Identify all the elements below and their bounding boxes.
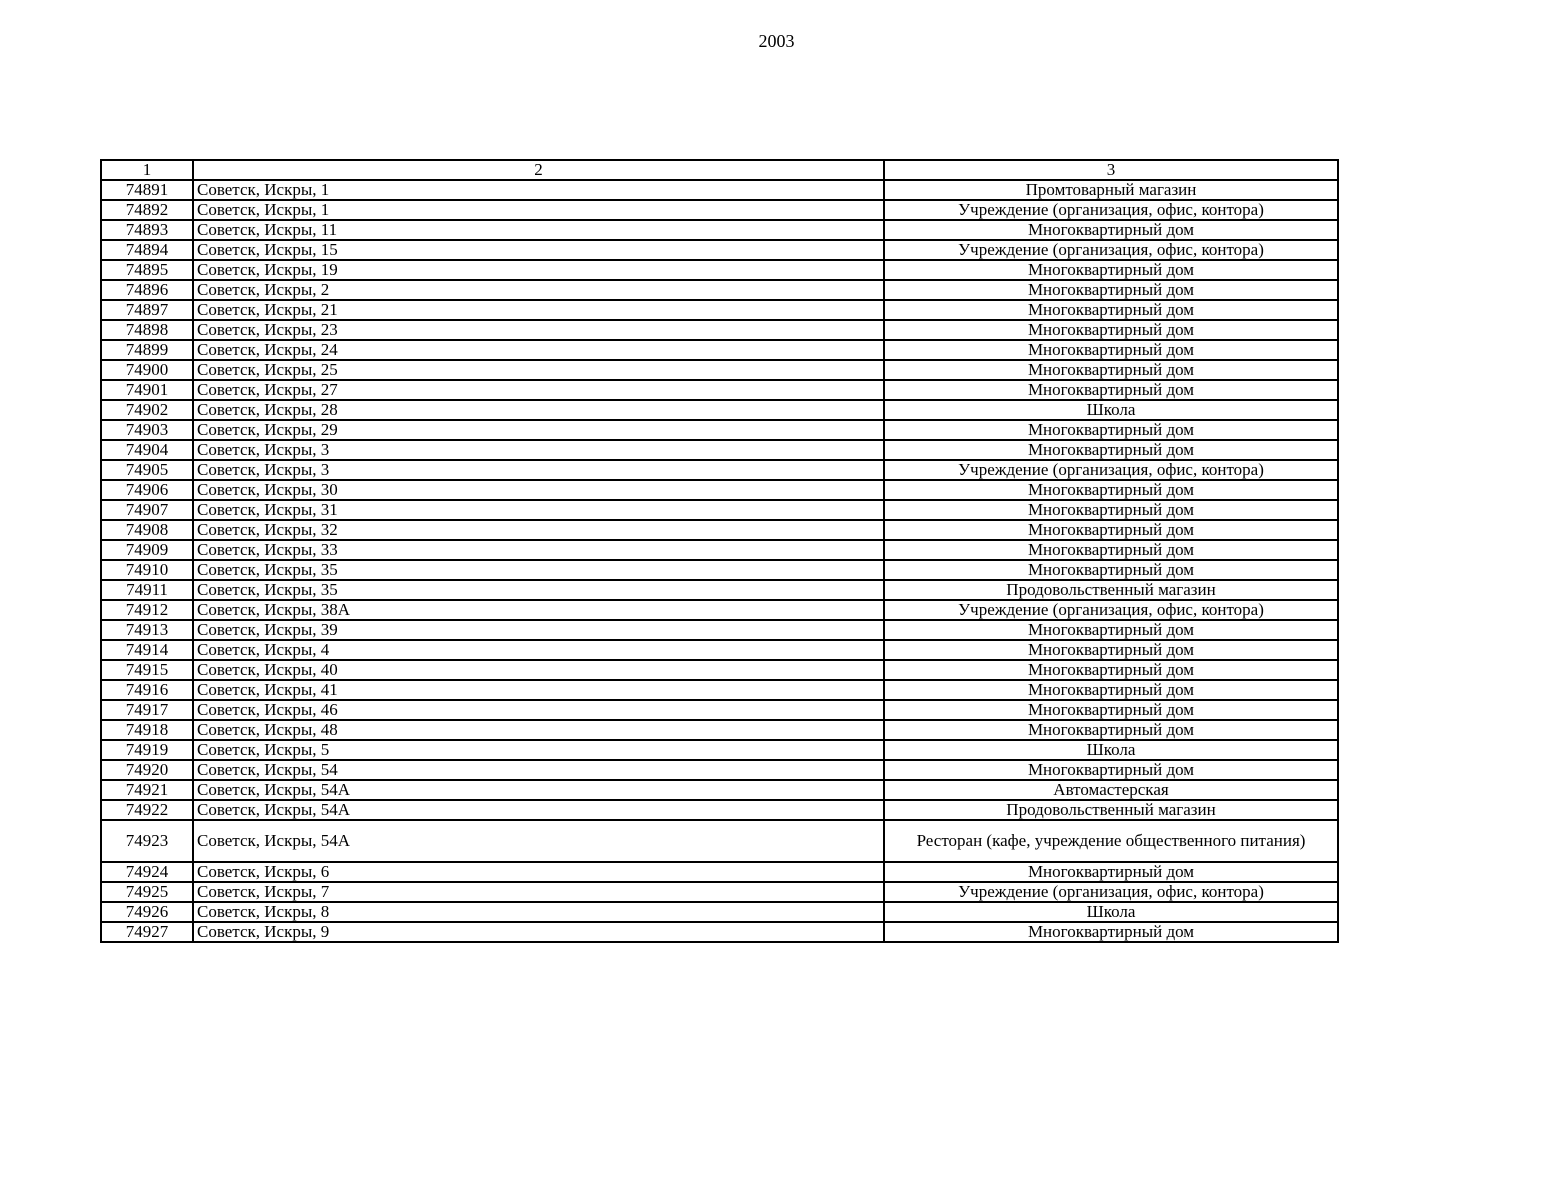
object-type-cell: Промтоварный магазин xyxy=(884,180,1338,200)
table-row xyxy=(101,700,1338,720)
address-cell: Советск, Искры, 19 xyxy=(193,260,884,280)
address-cell: Советск, Искры, 54А xyxy=(193,820,884,862)
table-row xyxy=(101,600,1338,620)
address-cell: Советск, Искры, 31 xyxy=(193,500,884,520)
table-row xyxy=(101,862,1338,882)
record-id-cell: 74904 xyxy=(101,440,193,460)
object-type-cell: Многоквартирный дом xyxy=(884,340,1338,360)
address-cell: Советск, Искры, 1 xyxy=(193,200,884,220)
column-header-1: 1 xyxy=(101,160,193,180)
table-row xyxy=(101,440,1338,460)
address-cell: Советск, Искры, 25 xyxy=(193,360,884,380)
record-id-cell: 74896 xyxy=(101,280,193,300)
object-type-cell: Многоквартирный дом xyxy=(884,680,1338,700)
object-type-cell: Многоквартирный дом xyxy=(884,420,1338,440)
table-row xyxy=(101,560,1338,580)
address-cell: Советск, Искры, 54 xyxy=(193,760,884,780)
table-row xyxy=(101,580,1338,600)
record-id-cell: 74895 xyxy=(101,260,193,280)
object-type-cell: Многоквартирный дом xyxy=(884,440,1338,460)
table-row xyxy=(101,280,1338,300)
table-row xyxy=(101,220,1338,240)
address-cell: Советск, Искры, 11 xyxy=(193,220,884,240)
record-id-cell: 74901 xyxy=(101,380,193,400)
object-type-cell: Продовольственный магазин xyxy=(884,580,1338,600)
table-row xyxy=(101,240,1338,260)
address-cell: Советск, Искры, 54А xyxy=(193,780,884,800)
address-cell: Советск, Искры, 32 xyxy=(193,520,884,540)
address-cell: Советск, Искры, 48 xyxy=(193,720,884,740)
object-type-cell: Автомастерская xyxy=(884,780,1338,800)
object-type-cell: Многоквартирный дом xyxy=(884,320,1338,340)
address-cell: Советск, Искры, 41 xyxy=(193,680,884,700)
address-cell: Советск, Искры, 40 xyxy=(193,660,884,680)
record-id-cell: 74908 xyxy=(101,520,193,540)
table-row xyxy=(101,922,1338,942)
object-type-cell: Многоквартирный дом xyxy=(884,640,1338,660)
object-type-cell: Многоквартирный дом xyxy=(884,560,1338,580)
object-type-cell: Многоквартирный дом xyxy=(884,922,1338,942)
table-row xyxy=(101,620,1338,640)
object-type-cell: Многоквартирный дом xyxy=(884,500,1338,520)
record-id-cell: 74910 xyxy=(101,560,193,580)
record-id-cell: 74926 xyxy=(101,902,193,922)
object-type-cell: Многоквартирный дом xyxy=(884,360,1338,380)
object-type-cell: Многоквартирный дом xyxy=(884,660,1338,680)
object-type-cell: Учреждение (организация, офис, контора) xyxy=(884,460,1338,480)
table-row xyxy=(101,540,1338,560)
address-table xyxy=(100,159,1339,943)
record-id-cell: 74912 xyxy=(101,600,193,620)
object-type-cell: Школа xyxy=(884,902,1338,922)
page-number: 2003 xyxy=(758,31,795,51)
object-type-cell: Многоквартирный дом xyxy=(884,300,1338,320)
record-id-cell: 74894 xyxy=(101,240,193,260)
record-id-cell: 74902 xyxy=(101,400,193,420)
table-row xyxy=(101,902,1338,922)
address-cell: Советск, Искры, 5 xyxy=(193,740,884,760)
address-cell: Советск, Искры, 39 xyxy=(193,620,884,640)
address-cell: Советск, Искры, 15 xyxy=(193,240,884,260)
address-cell: Советск, Искры, 23 xyxy=(193,320,884,340)
object-type-cell: Учреждение (организация, офис, контора) xyxy=(884,240,1338,260)
record-id-cell: 74922 xyxy=(101,800,193,820)
table-row xyxy=(101,300,1338,320)
record-id-cell: 74898 xyxy=(101,320,193,340)
record-id-cell: 74899 xyxy=(101,340,193,360)
object-type-cell: Многоквартирный дом xyxy=(884,220,1338,240)
object-type-cell: Ресторан (кафе, учреждение общественного питания) xyxy=(884,820,1338,862)
record-id-cell: 74917 xyxy=(101,700,193,720)
object-type-cell: Многоквартирный дом xyxy=(884,620,1338,640)
record-id-cell: 74924 xyxy=(101,862,193,882)
record-id-cell: 74892 xyxy=(101,200,193,220)
table-row xyxy=(101,360,1338,380)
record-id-cell: 74911 xyxy=(101,580,193,600)
table-body xyxy=(101,160,1338,942)
record-id-cell: 74909 xyxy=(101,540,193,560)
address-cell: Советск, Искры, 4 xyxy=(193,640,884,660)
address-cell: Советск, Искры, 35 xyxy=(193,560,884,580)
record-id-cell: 74914 xyxy=(101,640,193,660)
table-row xyxy=(101,260,1338,280)
address-cell: Советск, Искры, 27 xyxy=(193,380,884,400)
record-id-cell: 74897 xyxy=(101,300,193,320)
address-cell: Советск, Искры, 30 xyxy=(193,480,884,500)
table-row xyxy=(101,420,1338,440)
table-row xyxy=(101,760,1338,780)
table-row xyxy=(101,400,1338,420)
record-id-cell: 74906 xyxy=(101,480,193,500)
object-type-cell: Многоквартирный дом xyxy=(884,260,1338,280)
address-cell: Советск, Искры, 8 xyxy=(193,902,884,922)
object-type-cell: Многоквартирный дом xyxy=(884,280,1338,300)
table-row xyxy=(101,180,1338,200)
address-cell: Советск, Искры, 54А xyxy=(193,800,884,820)
object-type-cell: Многоквартирный дом xyxy=(884,540,1338,560)
object-type-cell: Школа xyxy=(884,400,1338,420)
object-type-cell: Продовольственный магазин xyxy=(884,800,1338,820)
address-cell: Советск, Искры, 46 xyxy=(193,700,884,720)
object-type-cell: Учреждение (организация, офис, контора) xyxy=(884,882,1338,902)
table-row xyxy=(101,460,1338,480)
record-id-cell: 74913 xyxy=(101,620,193,640)
table-row xyxy=(101,480,1338,500)
address-cell: Советск, Искры, 9 xyxy=(193,922,884,942)
object-type-cell: Школа xyxy=(884,740,1338,760)
record-id-cell: 74915 xyxy=(101,660,193,680)
address-cell: Советск, Искры, 3 xyxy=(193,440,884,460)
address-cell: Советск, Искры, 6 xyxy=(193,862,884,882)
object-type-cell: Многоквартирный дом xyxy=(884,480,1338,500)
record-id-cell: 74921 xyxy=(101,780,193,800)
record-id-cell: 74905 xyxy=(101,460,193,480)
table-row xyxy=(101,740,1338,760)
object-type-cell: Многоквартирный дом xyxy=(884,380,1338,400)
column-header-2: 2 xyxy=(193,160,884,180)
record-id-cell: 74893 xyxy=(101,220,193,240)
table-row xyxy=(101,680,1338,700)
object-type-cell: Многоквартирный дом xyxy=(884,720,1338,740)
object-type-cell: Многоквартирный дом xyxy=(884,700,1338,720)
table-row xyxy=(101,500,1338,520)
record-id-cell: 74891 xyxy=(101,180,193,200)
record-id-cell: 74923 xyxy=(101,820,193,862)
record-id-cell: 74900 xyxy=(101,360,193,380)
record-id-cell: 74925 xyxy=(101,882,193,902)
address-cell: Советск, Искры, 28 xyxy=(193,400,884,420)
table-row xyxy=(101,882,1338,902)
object-type-cell: Учреждение (организация, офис, контора) xyxy=(884,200,1338,220)
record-id-cell: 74903 xyxy=(101,420,193,440)
address-cell: Советск, Искры, 29 xyxy=(193,420,884,440)
address-cell: Советск, Искры, 21 xyxy=(193,300,884,320)
table-row xyxy=(101,320,1338,340)
object-type-cell: Многоквартирный дом xyxy=(884,520,1338,540)
table-row xyxy=(101,660,1338,680)
column-header-3: 3 xyxy=(884,160,1338,180)
address-cell: Советск, Искры, 35 xyxy=(193,580,884,600)
address-cell: Советск, Искры, 33 xyxy=(193,540,884,560)
record-id-cell: 74920 xyxy=(101,760,193,780)
table-row xyxy=(101,200,1338,220)
table-row xyxy=(101,820,1338,862)
object-type-cell: Многоквартирный дом xyxy=(884,760,1338,780)
table-row xyxy=(101,640,1338,660)
record-id-cell: 74919 xyxy=(101,740,193,760)
record-id-cell: 74916 xyxy=(101,680,193,700)
table-row xyxy=(101,720,1338,740)
address-cell: Советск, Искры, 24 xyxy=(193,340,884,360)
address-cell: Советск, Искры, 1 xyxy=(193,180,884,200)
record-id-cell: 74907 xyxy=(101,500,193,520)
object-type-cell: Многоквартирный дом xyxy=(884,862,1338,882)
table-row xyxy=(101,800,1338,820)
address-cell: Советск, Искры, 7 xyxy=(193,882,884,902)
record-id-cell: 74927 xyxy=(101,922,193,942)
object-type-cell: Учреждение (организация, офис, контора) xyxy=(884,600,1338,620)
table-row xyxy=(101,340,1338,360)
address-cell: Советск, Искры, 3 xyxy=(193,460,884,480)
table-row xyxy=(101,380,1338,400)
address-cell: Советск, Искры, 2 xyxy=(193,280,884,300)
address-cell: Советск, Искры, 38А xyxy=(193,600,884,620)
table-row xyxy=(101,520,1338,540)
table-row xyxy=(101,780,1338,800)
record-id-cell: 74918 xyxy=(101,720,193,740)
table-header-row xyxy=(101,160,1338,180)
